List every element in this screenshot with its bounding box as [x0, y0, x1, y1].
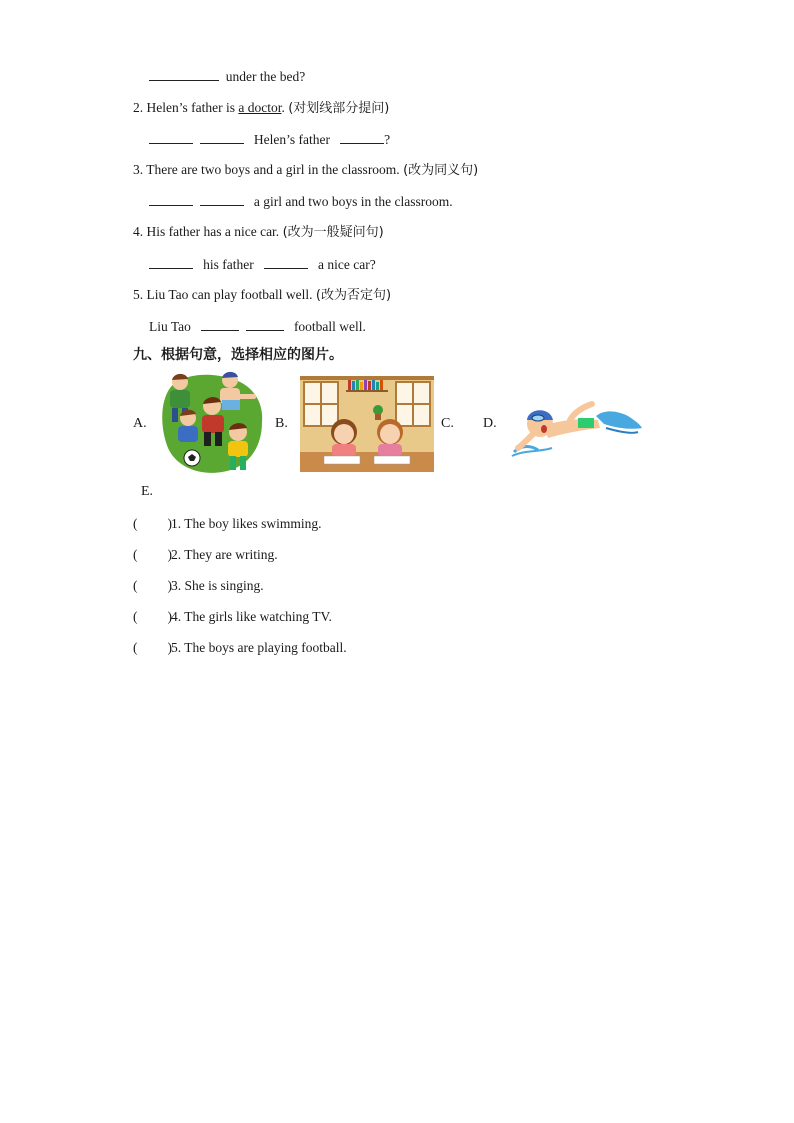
answer-blank[interactable]	[149, 131, 193, 144]
instruction: (改为同义句)	[403, 163, 479, 178]
answer-blank[interactable]	[264, 256, 308, 269]
list-item: ( )4. The girls like watching TV.	[133, 609, 332, 624]
answer-bracket[interactable]: ( )	[133, 609, 172, 624]
answer-blank[interactable]	[149, 256, 193, 269]
instruction: (改为一般疑问句)	[282, 225, 384, 240]
answer-bracket[interactable]: ( )	[133, 640, 172, 655]
answer-blank[interactable]	[340, 131, 384, 144]
option-e-label: E.	[141, 484, 154, 499]
option-b-label: B.	[275, 416, 288, 431]
q4-answer-line: his father a nice car?	[149, 256, 376, 273]
answer-blank[interactable]	[200, 193, 244, 206]
answer-blank[interactable]	[246, 318, 284, 331]
list-item: ( )5. The boys are playing football.	[133, 640, 347, 655]
section-heading: 九、根据句意，选择相应的图片。	[133, 347, 343, 363]
option-d-label: D.	[483, 416, 497, 431]
q1-answer-line: under the bed?	[149, 68, 305, 85]
kids-playing-football-image	[162, 370, 266, 476]
option-c-label: C.	[441, 416, 454, 431]
question-4: 4. His father has a nice car. (改为一般疑问句)	[133, 224, 384, 240]
answer-blank[interactable]	[149, 193, 193, 206]
underlined-part: a doctor	[238, 100, 282, 115]
option-a-label: A.	[133, 416, 147, 431]
q3-answer-line: a girl and two boys in the classroom.	[149, 193, 453, 210]
q5-answer-line: Liu Tao football well.	[149, 319, 366, 334]
instruction: (对划线部分提问)	[288, 101, 390, 116]
q2-answer-line: Helen’s father ?	[149, 131, 390, 148]
boy-swimming-image	[510, 398, 644, 458]
answer-blank[interactable]	[201, 318, 239, 331]
answer-bracket[interactable]: ( )	[133, 578, 172, 593]
question-2: 2. Helen’s father is a doctor. (对划线部分提问)	[133, 100, 390, 116]
girls-writing-image	[300, 376, 434, 472]
list-item: ( )1. The boy likes swimming.	[133, 516, 322, 531]
instruction: (改为否定句)	[315, 288, 392, 303]
answer-blank[interactable]	[149, 68, 219, 81]
question-3: 3. There are two boys and a girl in the classroom. (改为同义句)	[133, 162, 479, 178]
answer-bracket[interactable]: ( )	[133, 547, 172, 562]
answer-blank[interactable]	[200, 131, 244, 144]
list-item: ( )2. They are writing.	[133, 547, 278, 562]
list-item: ( )3. She is singing.	[133, 578, 264, 593]
answer-bracket[interactable]: ( )	[133, 516, 172, 531]
question-5: 5. Liu Tao can play football well. (改为否定句)	[133, 287, 392, 303]
